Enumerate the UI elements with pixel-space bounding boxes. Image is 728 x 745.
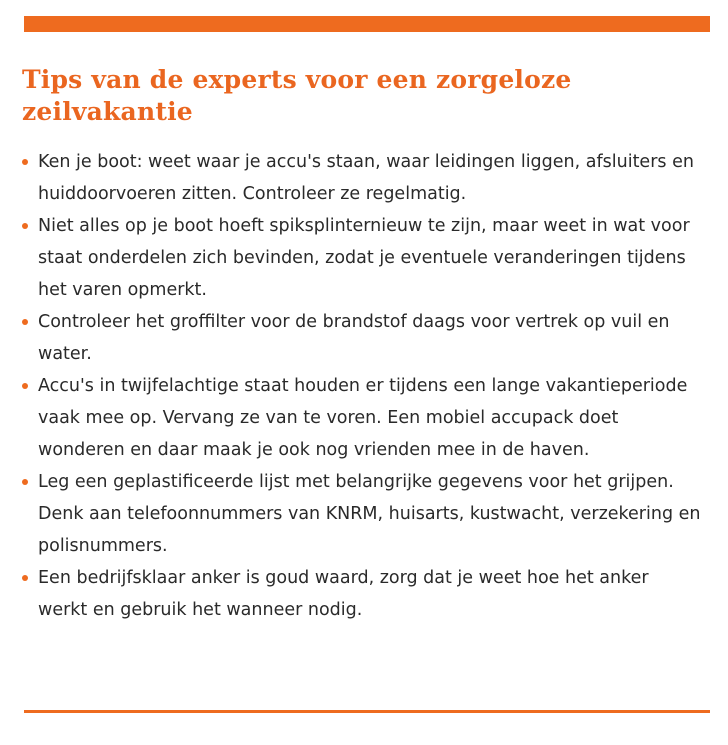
bullet-icon	[22, 159, 28, 165]
tips-list	[22, 146, 702, 626]
tip-text: Niet alles op je boot hoeft spiksplinternieuw te zijn, maar weet in wat voor staat onderdelen zich bevinden, zodat je eventuele veranderingen tijdens het varen opmerkt.	[38, 216, 690, 300]
bullet-icon	[22, 223, 28, 229]
tip-item	[22, 210, 702, 306]
tip-item	[22, 370, 702, 466]
tip-item	[22, 306, 702, 370]
top-accent-bar	[24, 16, 710, 32]
tip-item	[22, 466, 702, 562]
bullet-icon	[22, 383, 28, 389]
bullet-icon	[22, 575, 28, 581]
box-title: Tips van de experts voor een zorgeloze zeilvakantie	[22, 65, 572, 126]
tip-text: Controleer het groffilter voor de brandstof daags voor vertrek op vuil en water.	[38, 312, 670, 364]
tip-text: Leg een geplastificeerde lijst met belangrijke gegevens voor het grijpen. Denk aan telefoonnummers van KNRM, huisarts, kustwacht, verzekering en polisnummers.	[38, 472, 701, 556]
tip-text: Ken je boot: weet waar je accu's staan, waar leidingen liggen, afsluiters en huiddoorvoeren zitten. Controleer ze regelmatig.	[38, 152, 694, 204]
tip-text: Een bedrijfsklaar anker is goud waard, zorg dat je weet hoe het anker werkt en gebruik het wanneer nodig.	[38, 568, 649, 620]
bullet-icon	[22, 319, 28, 325]
tip-text: Accu's in twijfelachtige staat houden er tijdens een lange vakantieperiode vaak mee op. Vervang ze van te voren. Een mobiel accupack doet wonderen en daar maak je ook nog vrienden mee in de haven.	[38, 376, 688, 460]
bottom-divider	[24, 710, 710, 713]
tip-item	[22, 146, 702, 210]
tip-item	[22, 562, 702, 626]
bullet-icon	[22, 479, 28, 485]
